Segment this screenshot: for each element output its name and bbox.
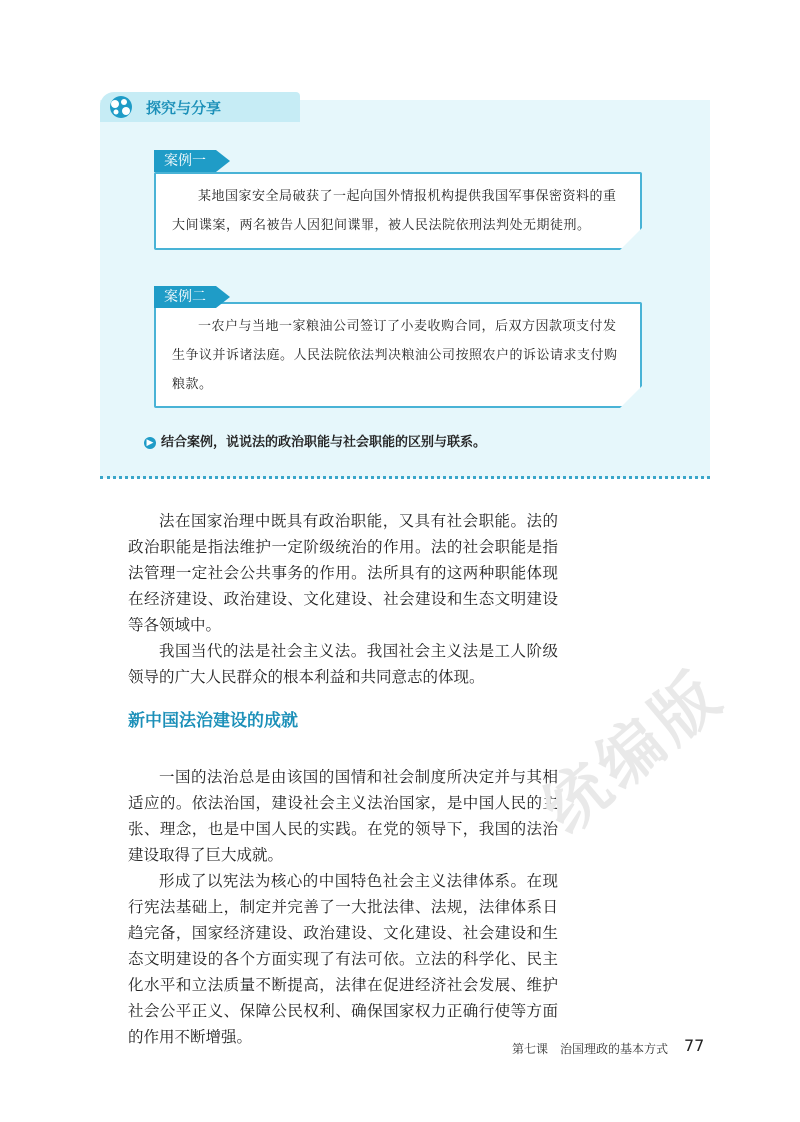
paragraph: 我国当代的法是社会主义法。我国社会主义法是工人阶级领导的广大人民群众的根本利益和共同意志的体现。 bbox=[128, 642, 558, 686]
page-number: 77 bbox=[684, 1036, 705, 1055]
case-box-corner bbox=[620, 228, 642, 250]
paragraph: 一国的法治总是由该国的国情和社会制度所决定并与其相适应的。依法治国，建设社会主义法治国家，是中国人民的主张、理念，也是中国人民的实践。在党的领导下，我国的法治建设取得了巨大成就。 bbox=[128, 768, 558, 864]
case-box-1 bbox=[154, 172, 642, 250]
section-title: 新中国法治建设的成就 bbox=[128, 711, 298, 731]
case-1-label: 案例一 bbox=[154, 150, 216, 172]
case-box-corner bbox=[620, 386, 642, 408]
question-text: 结合案例，说说法的政治职能与社会职能的区别与联系。 bbox=[161, 435, 487, 450]
watermark: 统编版 bbox=[529, 656, 739, 849]
case-2-text: 一农户与当地一家粮油公司签订了小麦收购合同，后双方因款项支付发生争议并诉诸法庭。人民法院依法判决粮油公司按照农户的诉讼请求支付购粮款。 bbox=[172, 319, 618, 392]
explore-header bbox=[100, 92, 300, 122]
discussion-question bbox=[144, 431, 486, 450]
case-box-2 bbox=[154, 302, 642, 408]
case-2-label: 案例二 bbox=[154, 286, 216, 308]
footer-lesson-title: 第七课 治国理政的基本方式 bbox=[512, 1042, 669, 1056]
paragraph: 形成了以宪法为核心的中国特色社会主义法律体系。在现行宪法基础上，制定并完善了一大批法律、法规，法律体系日趋完备，国家经济建设、政治建设、文化建设、社会建设和生态文明建设的各个方面实现了有法可依。立法的科学化、民主化水平和立法质量不断提高，法律在促进经济社会发展、维护社会公平正义、保障公民权利、确保国家权力正确行使等方面的作用不断增强。 bbox=[128, 872, 558, 1046]
arrow-right-icon: ▶ bbox=[144, 437, 156, 449]
panel-dotted-divider bbox=[100, 476, 710, 479]
body-section-1 bbox=[128, 508, 558, 690]
explore-icon bbox=[106, 94, 136, 120]
explore-title: 探究与分享 bbox=[146, 99, 222, 117]
case-1-text: 某地国家安全局破获了一起向国外情报机构提供我国军事保密资料的重大间谍案，两名被告人因犯间谍罪，被人民法院依刑法判处无期徒刑。 bbox=[172, 189, 617, 233]
body-section-2 bbox=[128, 764, 558, 1050]
paragraph: 法在国家治理中既具有政治职能，又具有社会职能。法的政治职能是指法维护一定阶级统治的作用。法的社会职能是指法管理一定社会公共事务的作用。法所具有的这两种职能体现在经济建设、政治建设、文化建设、社会建设和生态文明建设等各领域中。 bbox=[128, 512, 558, 634]
